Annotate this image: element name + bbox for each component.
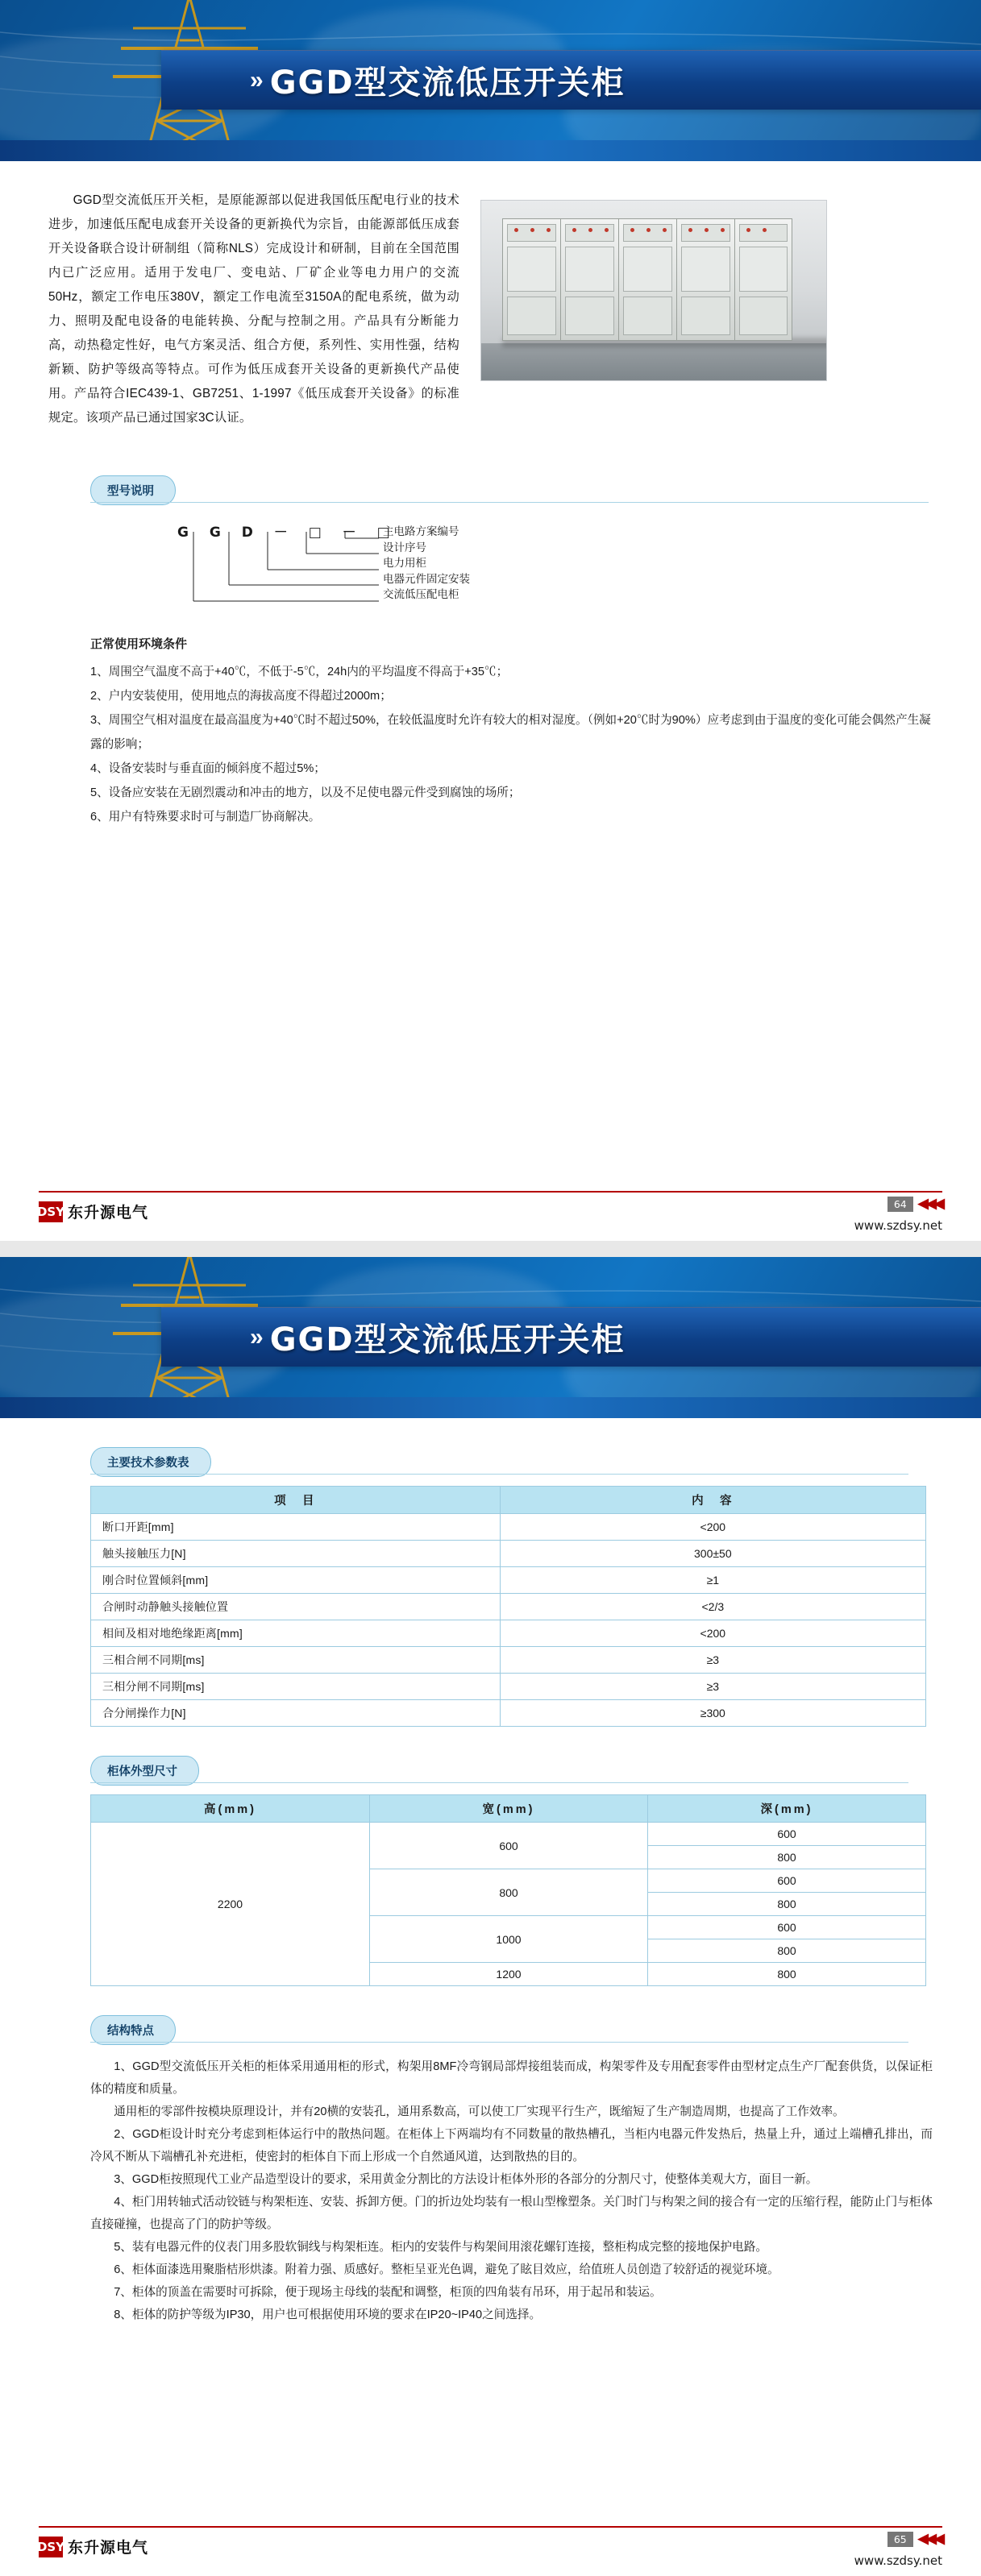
cell-depth: 800 (648, 1963, 926, 1986)
intro-section (48, 161, 933, 430)
tech-params-section (48, 1447, 933, 1727)
unit-mid-panel (623, 247, 672, 292)
table-header-row (91, 1795, 926, 1823)
indicator-light (572, 228, 576, 232)
column-header-item: 项 目 (91, 1487, 501, 1514)
table-row (91, 1620, 926, 1647)
condition-item: 2、户内安装使用，使用地点的海拔高度不得超过2000m； (90, 690, 392, 703)
dimensions-tab (90, 1756, 199, 1786)
feature-item: 2、GGD柜设计时充分考虑到柜体运行中的散热问题。在柜体上下两端均有不同数量的散热槽孔，当柜内电器元件发热后，热量上升，通过上端槽孔排出，而冷风不断从下端槽孔补充进柜，使密封的柜体自下而上形成一个自然通风道，达到散热的目的。 (90, 2128, 933, 2163)
feature-item: 5、装有电器元件的仪表门用多股软铜线与构架柜连。柜内的安装件与构架间用滚花螺钉连接，整柜构成完整的接地保护电路。 (114, 2241, 767, 2254)
indicator-light (763, 228, 767, 232)
intro-paragraph: GGD型交流低压开关柜，是原能源部以促进我国低压配电行业的技术进步，加速低压配电成套开关设备的更新换代为宗旨，由能源部低压成套开关设备联合设计研制组（简称NLS）完成设计和研制，目前在全国范围内已广泛应用。适用于发电厂、变电站、厂矿企业等电力用户的交流50Hz，额定工作电压380V，额定工作电流至3150A的配电系统，做为动力、照明及配电设备的电能转换、分配与控制之用。产品具有分断能力高，动热稳定性好，电气方案灵活、组合方便，系列性、实用性强，结构新颖、防护等级高等特点。可作为低压成套开关设备的更新换代产品使用。产品符合IEC439-1、GB7251、1-1997《低压成套开关设备》的标准规定。该项产品已通过国家3C认证。 (48, 193, 459, 425)
model-code-text: G G D － □ － □ (177, 525, 398, 541)
cabinet-unit (618, 218, 676, 341)
logo-company-name: 东升源电气 (68, 2540, 149, 2557)
feature-item: 7、柜体的顶盖在需要时可拆除，便于现场主母线的装配和调整，柜顶的四角装有吊环，用于起吊和装运。 (114, 2286, 662, 2299)
cell-value: ≥3 (500, 1674, 925, 1700)
cabinet-unit (676, 218, 734, 341)
cell-item: 刚合时位置倾斜[mm] (91, 1567, 501, 1594)
page-1 (0, 0, 981, 1241)
model-leader-lines (177, 521, 790, 625)
model-label: 设计序号 (383, 541, 426, 554)
model-code-diagram (177, 521, 790, 625)
structure-section (48, 2015, 933, 2326)
page-title: GGD型交流低压开关柜 (269, 64, 626, 102)
dimensions-table (90, 1794, 926, 1986)
model-explanation-section (48, 475, 933, 628)
unit-mid-panel (739, 247, 788, 292)
table-row (91, 1823, 926, 1846)
table-row (91, 1594, 926, 1620)
banner-bottom-stripe (0, 140, 981, 161)
tech-params-tab (90, 1447, 211, 1477)
footer-divider (39, 2526, 942, 2528)
column-header-depth: 深(mm) (648, 1795, 926, 1823)
page-2-banner (0, 1257, 981, 1418)
model-section-tab-label: 型号说明 (90, 475, 176, 505)
cell-value: 300±50 (500, 1541, 925, 1567)
model-label-list (383, 524, 470, 603)
cell-value: ≥3 (500, 1647, 925, 1674)
condition-item: 1、周围空气温度不高于+40℃，不低于-5℃，24h内的平均温度不得高于+35℃； (90, 666, 509, 678)
table-row (91, 1514, 926, 1541)
banner-title-bar (161, 50, 981, 110)
logo-mark: DSY (39, 2537, 63, 2557)
cabinet-unit (734, 218, 792, 341)
cell-depth: 600 (648, 1869, 926, 1893)
cell-item: 合分闸操作力[N] (91, 1700, 501, 1727)
cell-value: <200 (500, 1514, 925, 1541)
tech-params-table (90, 1486, 926, 1727)
condition-item: 3、周围空气相对温度在最高温度为+40℃时不超过50%，在较低温度时允许有较大的相对湿度。（例如+20℃时为90%）应考虑到由于温度的变化可能会偶然产生凝露的影响； (90, 714, 931, 751)
section-divider (90, 502, 929, 503)
arrows-left-icon: ◀◀◀ (917, 2531, 942, 2546)
section-divider (90, 2042, 908, 2043)
cell-value: ≥300 (500, 1700, 925, 1727)
cell-item: 相间及相对地绝缘距离[mm] (91, 1620, 501, 1647)
page-number: 65 (887, 2532, 913, 2547)
unit-low-panel (681, 297, 730, 335)
cell-value: <2/3 (500, 1594, 925, 1620)
page-2-content (0, 1447, 981, 2326)
cabinet-units (502, 218, 792, 341)
column-header-height: 高(mm) (91, 1795, 370, 1823)
cabinet-unit (502, 218, 560, 341)
indicator-light (530, 228, 534, 232)
unit-top-panel (565, 224, 614, 242)
page-1-content (0, 161, 981, 829)
feature-item: 8、柜体的防护等级为IP30，用户也可根据使用环境的要求在IP20~IP40之间选择。 (114, 2308, 542, 2321)
photo-floor (481, 343, 826, 380)
cell-item: 触头接触压力[N] (91, 1541, 501, 1567)
table-header-row (91, 1487, 926, 1514)
unit-mid-panel (565, 247, 614, 292)
feature-item: 4、柜门用转轴式活动铰链与构架柜连、安装、拆卸方便。门的折边处均装有一根山型橡塑条。关门时门与构架之间的接合有一定的压缩行程，能防止门与柜体直接碰撞，也提高了门的防护等级。 (90, 2196, 933, 2231)
cell-depth: 800 (648, 1893, 926, 1916)
cell-width: 1000 (370, 1916, 648, 1963)
indicator-light (746, 228, 750, 232)
model-label: 交流低压配电柜 (383, 588, 459, 600)
company-website: www.szdsy.net (854, 1218, 942, 1233)
tech-params-tab-label: 主要技术参数表 (90, 1447, 211, 1477)
indicator-light (547, 228, 551, 232)
structure-tab (90, 2015, 176, 2045)
table-row (91, 1567, 926, 1594)
section-divider (90, 1474, 908, 1475)
cell-value: ≥1 (500, 1567, 925, 1594)
conditions-list (48, 660, 933, 829)
indicator-light (646, 228, 651, 232)
unit-top-panel (681, 224, 730, 242)
indicator-light (663, 228, 667, 232)
company-logo (36, 2536, 149, 2557)
dimensions-tab-label: 柜体外型尺寸 (90, 1756, 199, 1786)
page-1-footer (0, 1191, 981, 1241)
indicator-light (705, 228, 709, 232)
arrows-left-icon: ◀◀◀ (917, 1196, 942, 1211)
column-header-content: 内 容 (500, 1487, 925, 1514)
unit-top-panel (739, 224, 788, 242)
chevron-right-icon: » (250, 1323, 260, 1350)
indicator-light (721, 228, 725, 232)
logo-mark: DSY (39, 1201, 63, 1222)
unit-low-panel (565, 297, 614, 335)
cell-depth: 600 (648, 1916, 926, 1939)
feature-item: 3、GGD柜按照现代工业产品造型设计的要求，采用黄金分割比的方法设计柜体外形的各部分的分割尺寸，使整体美观大方，面目一新。 (114, 2173, 818, 2186)
page-2 (0, 1257, 981, 2576)
unit-low-panel (507, 297, 556, 335)
footer-divider (39, 1191, 942, 1193)
page-separator (0, 1241, 981, 1257)
page-1-banner (0, 0, 981, 161)
indicator-light (688, 228, 692, 232)
page-title: GGD型交流低压开关柜 (269, 1321, 626, 1359)
model-label: 电器元件固定安装 (383, 572, 470, 585)
section-divider (90, 1782, 908, 1783)
table-row (91, 1541, 926, 1567)
indicator-light (588, 228, 592, 232)
column-header-width: 宽(mm) (370, 1795, 648, 1823)
cell-depth: 600 (648, 1823, 926, 1846)
cell-width: 600 (370, 1823, 648, 1869)
cell-width: 800 (370, 1869, 648, 1916)
structure-tab-label: 结构特点 (90, 2015, 176, 2045)
unit-top-panel (623, 224, 672, 242)
dimensions-section (48, 1756, 933, 1986)
cell-item: 三相合闸不同期[ms] (91, 1647, 501, 1674)
page-2-footer (0, 2526, 981, 2576)
table-row (91, 1674, 926, 1700)
table-row (91, 1647, 926, 1674)
indicator-light (514, 228, 518, 232)
cell-width: 1200 (370, 1963, 648, 1986)
company-website: www.szdsy.net (854, 2553, 942, 2568)
unit-mid-panel (507, 247, 556, 292)
banner-bottom-stripe (0, 1397, 981, 1418)
cell-depth: 800 (648, 1846, 926, 1869)
unit-low-panel (623, 297, 672, 335)
condition-item: 4、设备安装时与垂直面的倾斜度不超过5%； (90, 762, 326, 775)
model-label: 主电路方案编号 (383, 525, 459, 537)
structure-feature-list (48, 2055, 933, 2326)
unit-top-panel (507, 224, 556, 242)
cell-height: 2200 (91, 1823, 370, 1986)
cell-item: 合闸时动静触头接触位置 (91, 1594, 501, 1620)
indicator-light (630, 228, 634, 232)
cell-value: <200 (500, 1620, 925, 1647)
cell-depth: 800 (648, 1939, 926, 1963)
indicator-light (605, 228, 609, 232)
feature-item: 6、柜体面漆选用聚脂桔形烘漆。附着力强、质感好。整柜呈亚光色调，避免了眩目效应，给值班人员创造了较舒适的视觉环境。 (114, 2263, 779, 2276)
page-number-badge (887, 1196, 942, 1212)
logo-company-name: 东升源电气 (68, 1205, 149, 1222)
condition-item: 5、设备应安装在无剧烈震动和冲击的地方，以及不足使电器元件受到腐蚀的场所； (90, 786, 521, 799)
company-logo (36, 1201, 149, 1222)
unit-low-panel (739, 297, 788, 335)
feature-item: 通用柜的零部件按模块原理设计，并有20横的安装孔，通用系数高，可以使工厂实现平行生产，既缩短了生产制造周期，也提高了工作效率。 (114, 2105, 845, 2118)
page-number: 64 (887, 1197, 913, 1212)
model-label: 电力用柜 (383, 557, 426, 569)
condition-item: 6、用户有特殊要求时可与制造厂协商解决。 (90, 811, 321, 823)
ggd-cabinet-photo (480, 200, 827, 381)
cell-item: 三相分闸不同期[ms] (91, 1674, 501, 1700)
cabinet-unit (560, 218, 618, 341)
chevron-right-icon: » (250, 66, 260, 93)
cell-item: 断口开距[mm] (91, 1514, 501, 1541)
feature-item: 1、GGD型交流低压开关柜的柜体采用通用柜的形式，构架用8MF冷弯钢局部焊接组装而成，构架零件及专用配套零件由型材定点生产厂配套供货，以保证柜体的精度和质量。 (90, 2060, 933, 2096)
page-number-badge (887, 2531, 942, 2547)
conditions-title: 正常使用环境条件 (90, 637, 188, 651)
model-section-tab (90, 475, 176, 505)
banner-title-bar (161, 1307, 981, 1367)
unit-mid-panel (681, 247, 730, 292)
table-row (91, 1700, 926, 1727)
